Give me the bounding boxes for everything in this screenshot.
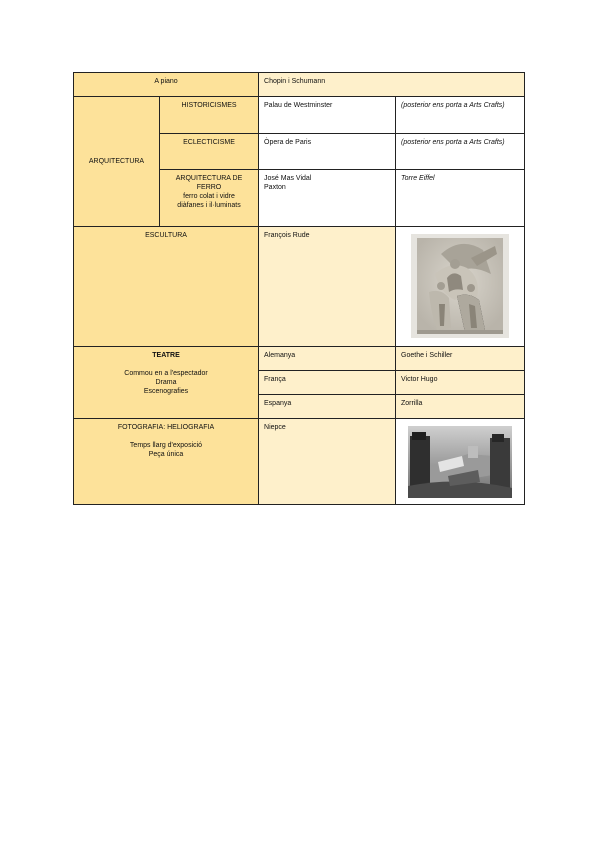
theatre-country: França [264,376,286,383]
architecture-label-cell [74,97,160,227]
sculpture-label-cell [74,227,259,347]
summary-table [73,72,525,505]
table-row [74,347,525,371]
architecture-label: ARQUITECTURA [88,158,145,165]
photography-label: FOTOGRAFIA: HELIOGRAFIA [117,424,215,431]
style-line: ferro colat i vidre [183,193,235,200]
theatre-author: Zorrilla [401,400,423,407]
header-left-cell [74,73,259,97]
theatre-author-cell [396,347,525,371]
theatre-country: Alemanya [264,352,296,359]
theatre-country-cell [259,371,396,395]
theatre-label: TEATRE [152,352,180,359]
theatre-country-cell [259,347,396,371]
header-left-text: A piano [154,78,178,85]
style-cell [160,97,259,134]
theatre-author-cell [396,395,525,419]
example-line: Paxton [264,184,286,191]
sculpture-artist-cell [259,227,396,347]
theatre-label-cell [74,347,259,419]
theatre-country: Espanya [264,400,292,407]
header-right-cell [259,73,525,97]
note-text: (posterior ens porta a Arts Crafts) [401,139,505,146]
example-cell [259,170,396,227]
style-line: ARQUITECTURA DE FERRO [175,175,243,191]
example-text: Palau de Westminster [264,102,333,109]
note-cell [396,97,525,134]
note-text: (posterior ens porta a Arts Crafts) [401,102,505,109]
style-label: HISTORICISMES [181,102,237,109]
table-row [74,73,525,97]
theatre-detail: Escenografies [143,388,189,395]
theatre-author-cell [396,371,525,395]
theatre-author: Goethe i Schiller [401,352,453,359]
theatre-country-cell [259,395,396,419]
sculpture-relief-image [411,234,509,338]
theatre-detail: Commou en a l'espectador [124,370,208,377]
photography-label-cell [74,419,259,505]
style-cell [160,134,259,170]
theatre-author: Victor Hugo [401,376,438,383]
example-text: Òpera de Paris [264,139,312,146]
sculpture-label: ESCULTURA [145,232,187,239]
photography-artist-cell [259,419,396,505]
spacer [79,432,253,441]
table-row [74,227,525,347]
style-label: ECLECTICISME [183,139,235,146]
style-cell [160,170,259,227]
example-line: José Mas Vidal [264,175,312,182]
spacer [79,360,253,369]
example-cell [259,134,396,170]
header-right-text: Chopin i Schumann [264,78,326,85]
note-cell [396,170,525,227]
sculpture-artist: François Rude [264,232,310,239]
photography-artist: Niepce [264,424,286,431]
sculpture-image-cell [396,227,525,347]
example-cell [259,97,396,134]
style-line: diàfanes i il·luminats [177,202,241,209]
table-row [74,97,525,134]
photography-detail: Temps llarg d'exposició [129,442,203,449]
heliograph-photo-image [408,426,512,498]
photography-detail: Peça única [148,451,184,458]
theatre-detail: Drama [155,379,177,386]
photography-image-cell [396,419,525,505]
note-text: Torre Eiffel [401,175,435,182]
table-row [74,419,525,505]
note-cell [396,134,525,170]
